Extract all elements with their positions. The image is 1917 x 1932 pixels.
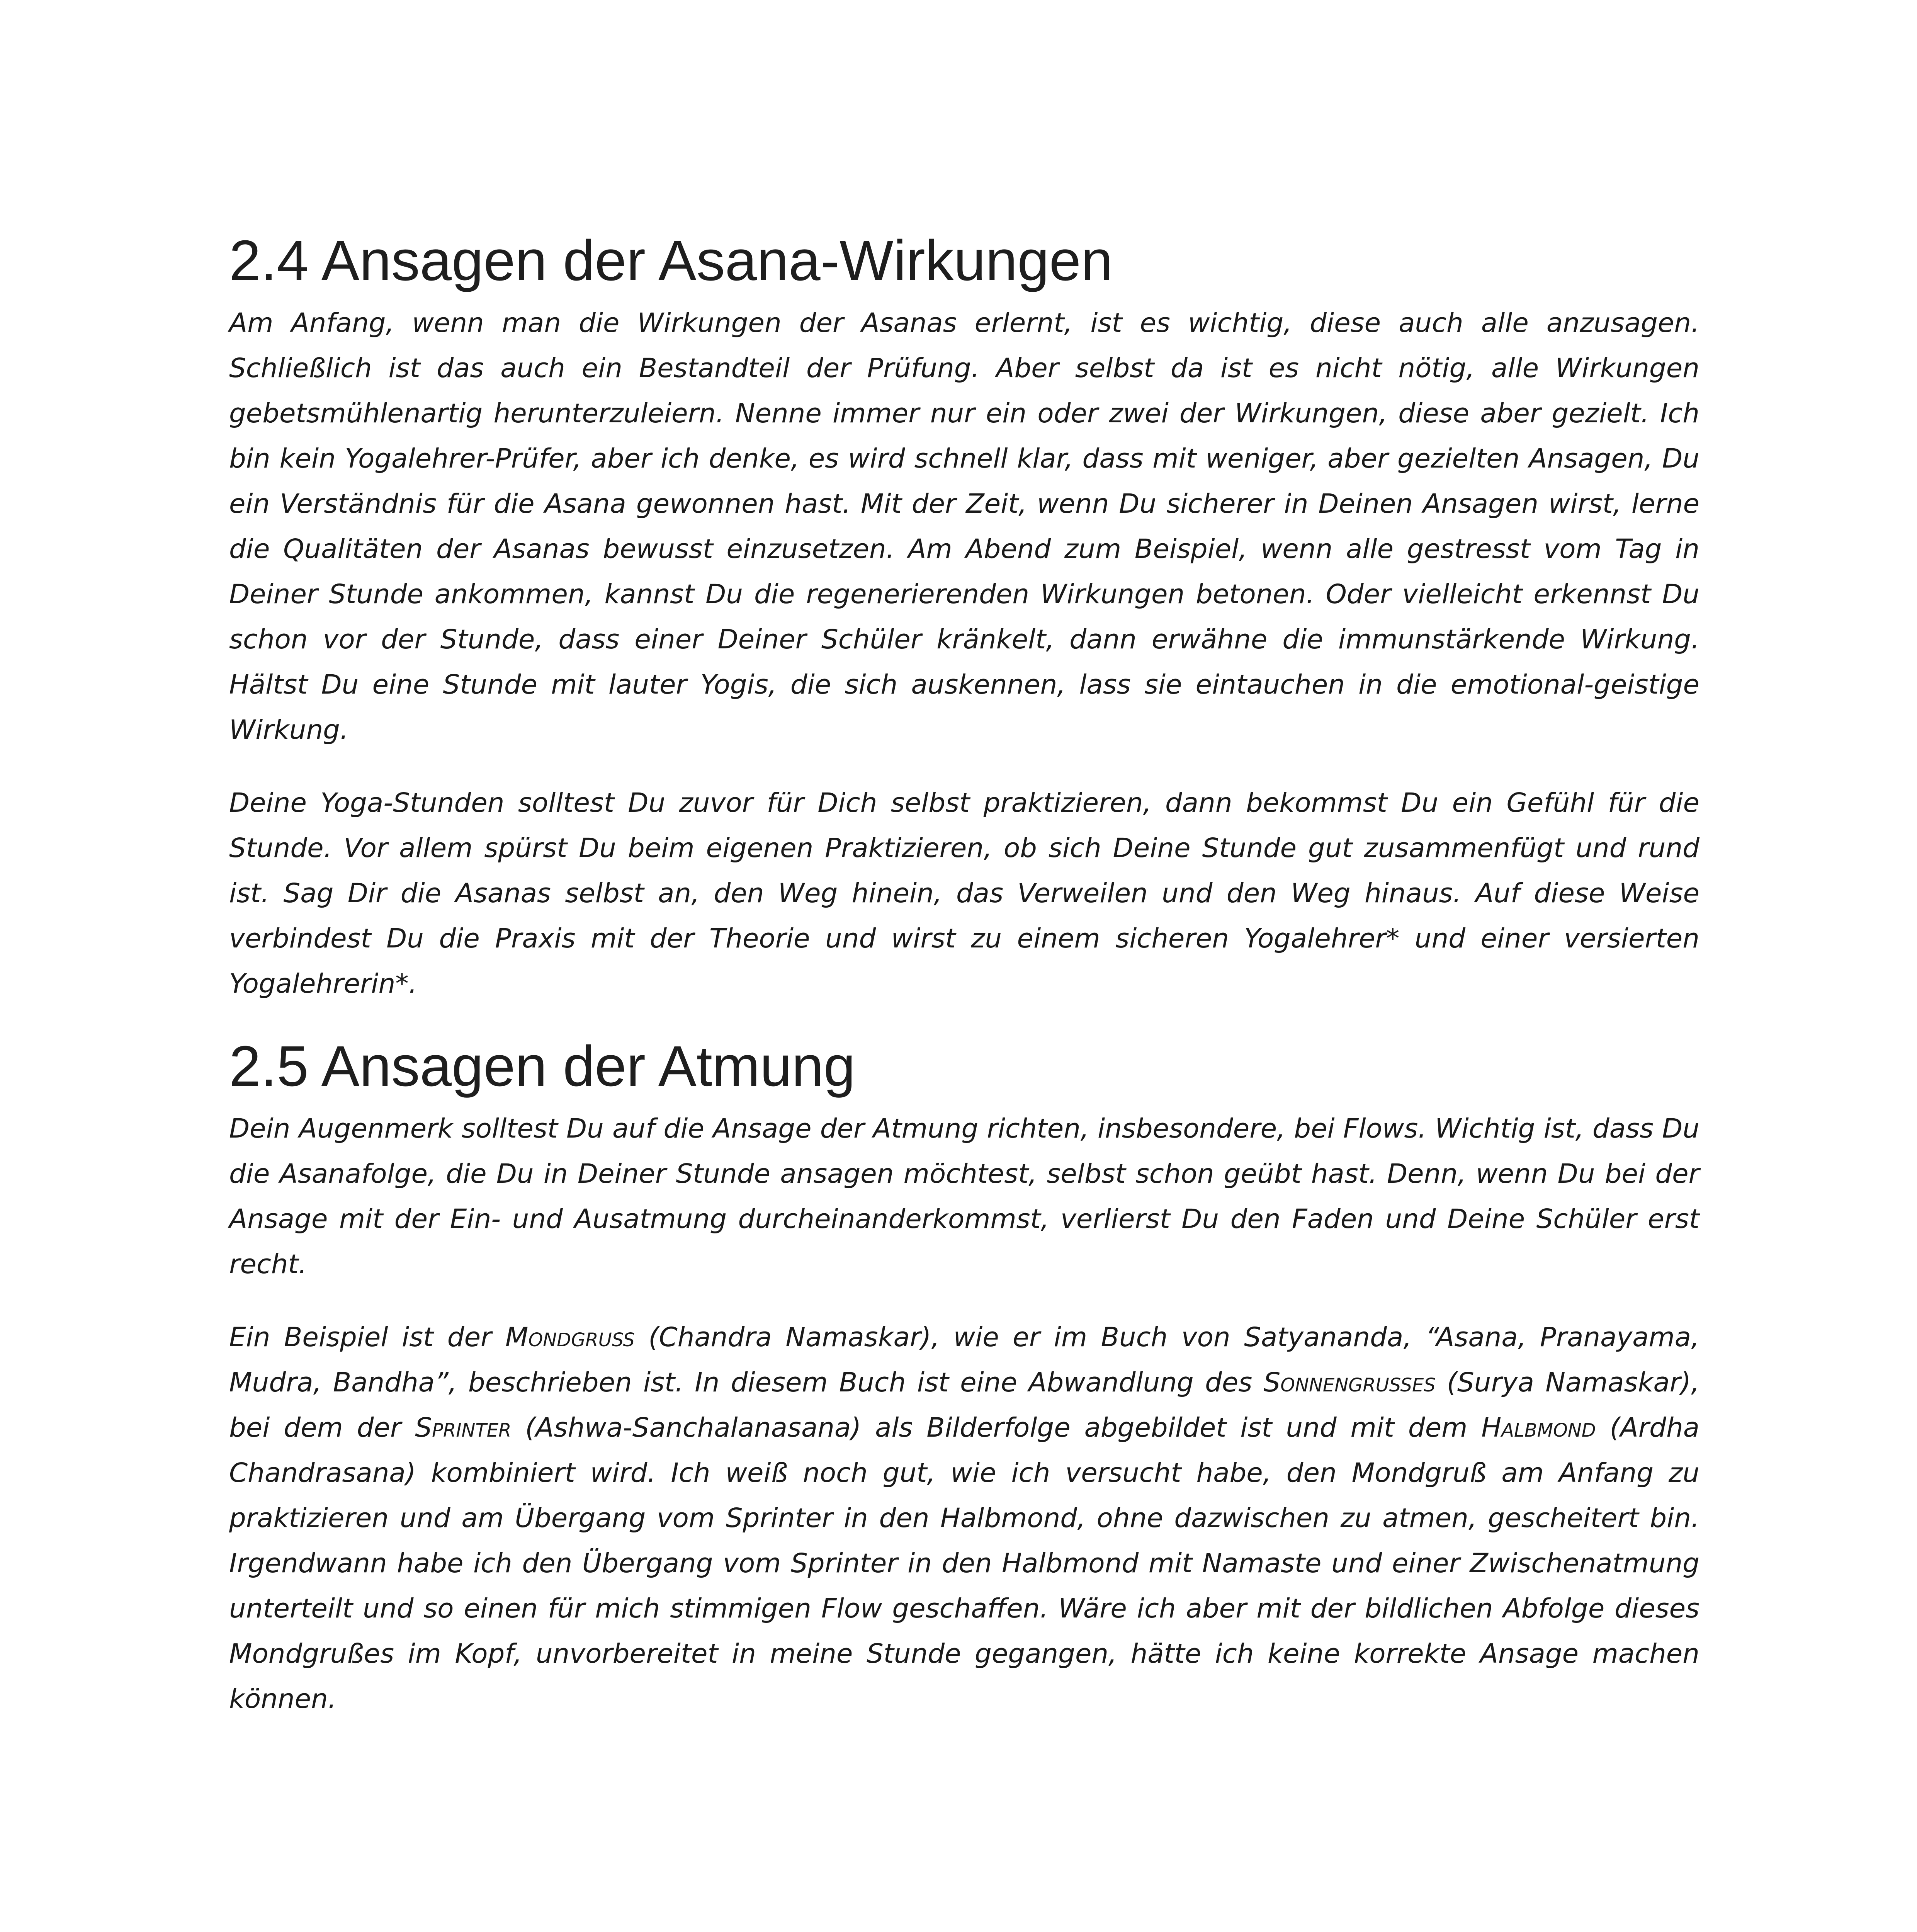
example-text-5: (Ardha Chandrasana) kombiniert wird. Ich weiß noch gut, wie ich versucht habe, den Mondgruß am Anfang zu praktizieren und am Übergang vom Sprinter in den Halbmond, ohne dazwischen zu atmen, gescheitert bin. Irgendwann habe ich den Übergang vom Sprinter in den Halbmond mit Namaste und einer Zwischenatmung unterteilt und so einen für mich stimmigen Flow geschaffen. Wäre ich aber mit der bildlichen Abfolge dieses Mondgrußes im Kopf, unvorbereitet in meine Stunde gegangen, hätte ich keine korrekte Ansage machen können. [229,1412,1699,1715]
example-text-2: (Chandra Namaskar), wie er im Buch von Satyananda, “Asana, Pranayama, Mudra, Bandha”, beschrieben ist. In diesem Buch ist eine Abwandlung des [229,1322,1699,1398]
section-heading-2-4: 2.4 Ansagen der Asana-Wirkungen [229,229,1113,293]
section-heading-2-5: 2.5 Ansagen der Atmung [229,1034,855,1099]
paragraph-breathing-focus: Dein Augenmerk solltest Du auf die Ansage der Atmung richten, insbesondere, bei Flows. Wichtig ist, dass Du die Asanafolge, die Du in Deiner Stunde ansagen möchtest, selbst schon geübt hast. Denn, wenn Du bei der Ansage mit der Ein- und Ausatmung durcheinanderkommst, verlierst Du den Faden und Deine Schüler erst recht. [229,1113,1699,1280]
page-content [229,228,1699,1722]
term-sonnengruss: Sonnengrußes [1263,1367,1436,1398]
term-mondgruss: Mondgruß [505,1322,635,1353]
paragraph-practice-yourself: Deine Yoga-Stunden solltest Du zuvor für Dich selbst praktizieren, dann bekommst Du ein Gefühl für die Stunde. Vor allem spürst Du beim eigenen Praktizieren, ob sich Deine Stunde gut zusammenfügt und rund ist. Sag Dir die Asanas selbst an, den Weg hinein, das Verweilen und den Weg hinaus. Auf diese Weise verbindest Du die Praxis mit der Theorie und wirst zu einem sicheren Yogalehrer* und einer versierten Yogalehrerin*. [229,787,1699,1000]
term-sprinter: Sprinter [415,1412,512,1444]
example-text-3: (Surya Namaskar), bei dem der [229,1367,1700,1444]
paragraph-mondgruss-example [229,1315,1699,1722]
term-halbmond: Halbmond [1481,1412,1596,1444]
example-text-1: Ein Beispiel ist der [229,1322,505,1353]
example-text-4: (Ashwa-Sanchalanasana) als Bilderfolge abgebildet ist und mit dem [511,1412,1482,1444]
paragraph-asana-effects: Am Anfang, wenn man die Wirkungen der Asanas erlernt, ist es wichtig, diese auch alle anzusagen. Schließlich ist das auch ein Bestandteil der Prüfung. Aber selbst da ist es nicht nötig, alle Wirkungen gebetsmühlenartig herunterzuleiern. Nenne immer nur ein oder zwei der Wirkungen, diese aber gezielt. Ich bin kein Yogalehrer-Prüfer, aber ich denke, es wird schnell klar, dass mit weniger, aber gezielten Ansagen, Du ein Verständnis für die Asana gewonnen hast. Mit der Zeit, wenn Du sicherer in Deinen Ansagen wirst, lerne die Qualitäten der Asanas bewusst einzusetzen. Am Abend zum Beispiel, wenn alle gestresst vom Tag in Deiner Stunde ankommen, kannst Du die regenerierenden Wirkungen betonen. Oder vielleicht erkennst Du schon vor der Stunde, dass einer Deiner Schüler kränkelt, dann erwähne die immunstärkende Wirkung. Hältst Du eine Stunde mit lauter Yogis, die sich auskennen, lass sie eintauchen in die emotional-geistige Wirkung. [229,308,1699,746]
